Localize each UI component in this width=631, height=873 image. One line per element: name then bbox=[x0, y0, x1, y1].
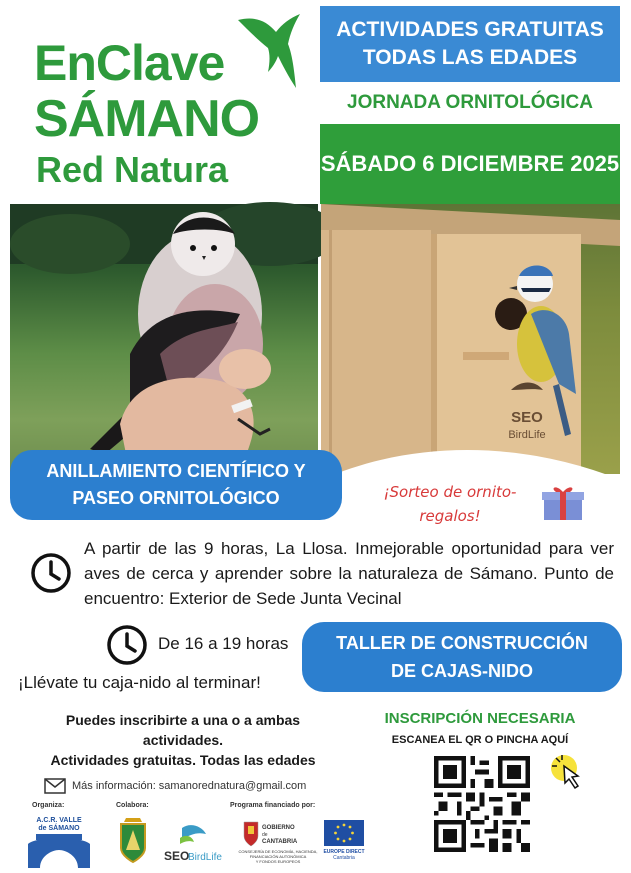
eu-line-1: EUROPE DIRECT bbox=[323, 849, 365, 855]
raffle-line-2: regalos! bbox=[419, 507, 481, 525]
consejeria-line-3: Y FONDOS EUROPEOS bbox=[255, 859, 301, 864]
acr-line-2: de SÁMANO bbox=[38, 825, 80, 832]
organiza-label: Organiza: bbox=[32, 802, 65, 809]
registration-required: INSCRIPCIÓN NECESARIA bbox=[384, 710, 576, 727]
seo-text: SEO bbox=[164, 849, 190, 863]
consejeria-line-1: CONSEJERÍA DE ECONOMÍA, HACIENDA, bbox=[238, 849, 318, 854]
clock-icon bbox=[30, 552, 72, 594]
acr-valle-samano-logo bbox=[26, 814, 92, 868]
birdlife-brand-box: BirdLife bbox=[508, 429, 546, 441]
logo-enclave: EnClave bbox=[34, 35, 225, 91]
clock-icon-2 bbox=[106, 624, 148, 666]
acr-line-1: A.C.R. VALLE bbox=[36, 817, 82, 824]
logo-samano: SÁMANO bbox=[34, 90, 260, 148]
free-activities-banner bbox=[320, 6, 620, 82]
birdlife-text: BirdLife bbox=[188, 852, 222, 863]
bird-in-hand-illustration bbox=[10, 204, 318, 474]
banner-line-1: ACTIVIDADES GRATUITAS bbox=[336, 18, 604, 41]
gob-line-2: de bbox=[262, 832, 268, 838]
logo-red-natura: Red Natura bbox=[36, 149, 229, 190]
activity-ringing-line-2: PASEO ORNITOLÓGICO bbox=[72, 488, 280, 508]
mail-icon bbox=[44, 778, 66, 794]
raffle-line-1: ¡Sorteo de ornito- bbox=[383, 483, 517, 501]
gift-icon bbox=[542, 484, 584, 522]
free-activities-note: Actividades gratuitas. Todas las edades bbox=[50, 752, 316, 768]
colabora-label: Colabora: bbox=[116, 802, 149, 809]
photo-nest-box bbox=[321, 204, 620, 474]
activity-ringing-title bbox=[10, 450, 342, 520]
workshop-title bbox=[302, 622, 622, 692]
workshop-line-2: DE CAJAS-NIDO bbox=[390, 661, 533, 681]
gobierno-cantabria-logo bbox=[238, 818, 318, 868]
programa-label: Programa financiado por: bbox=[230, 802, 316, 809]
contact-email[interactable]: Más información: samanorednatura@gmail.com bbox=[72, 780, 307, 792]
photo-bird-in-hand bbox=[10, 204, 318, 474]
seo-brand-box: SEO bbox=[511, 409, 543, 426]
event-date: SÁBADO 6 DICIEMBRE 2025 bbox=[320, 124, 620, 204]
seo-birdlife-logo bbox=[162, 824, 222, 864]
coat-of-arms-icon bbox=[118, 816, 148, 864]
workshop-time: De 16 a 19 horas bbox=[158, 634, 289, 653]
signup-info: Puedes inscribirte a una o a ambas actividades. bbox=[65, 712, 301, 748]
gobierno-shield-icon bbox=[238, 818, 318, 868]
nest-box-illustration bbox=[321, 204, 620, 474]
qr-code[interactable] bbox=[434, 756, 530, 852]
eu-flag-icon bbox=[324, 820, 364, 860]
gob-line-1: GOBIERNO bbox=[262, 825, 295, 831]
workshop-take-home: ¡Llévate tu caja-nido al terminar! bbox=[18, 673, 261, 692]
banner-line-2: TODAS LAS EDADES bbox=[362, 46, 578, 69]
activity-ringing-line-1: ANILLAMIENTO CIENTÍFICO Y bbox=[46, 461, 306, 481]
gob-line-3: CANTABRIA bbox=[262, 839, 298, 845]
consejeria-line-2: FINANCIACIÓN AUTONÓMICA bbox=[249, 854, 307, 859]
curve-divider bbox=[321, 440, 621, 480]
pointer-click-icon bbox=[548, 754, 594, 794]
event-title: JORNADA ORNITOLÓGICA bbox=[347, 92, 593, 113]
scan-qr-link[interactable]: ESCANEA EL QR O PINCHA AQUÍ bbox=[391, 734, 569, 746]
activity-ringing-description: A partir de las 9 horas, La Llosa. Inmejorable oportunidad para ver aves de cerca y aprender sobre la naturaleza de Sámano. Punto de encuentro: Exterior de Sede Junta Vecinal bbox=[84, 539, 614, 608]
eu-line-2: Cantabria bbox=[333, 855, 355, 861]
raffle-text bbox=[370, 480, 530, 528]
contact-info[interactable] bbox=[44, 778, 306, 794]
workshop-line-1: TALLER DE CONSTRUCCIÓN bbox=[336, 633, 588, 653]
bird-silhouette-icon bbox=[236, 10, 302, 90]
